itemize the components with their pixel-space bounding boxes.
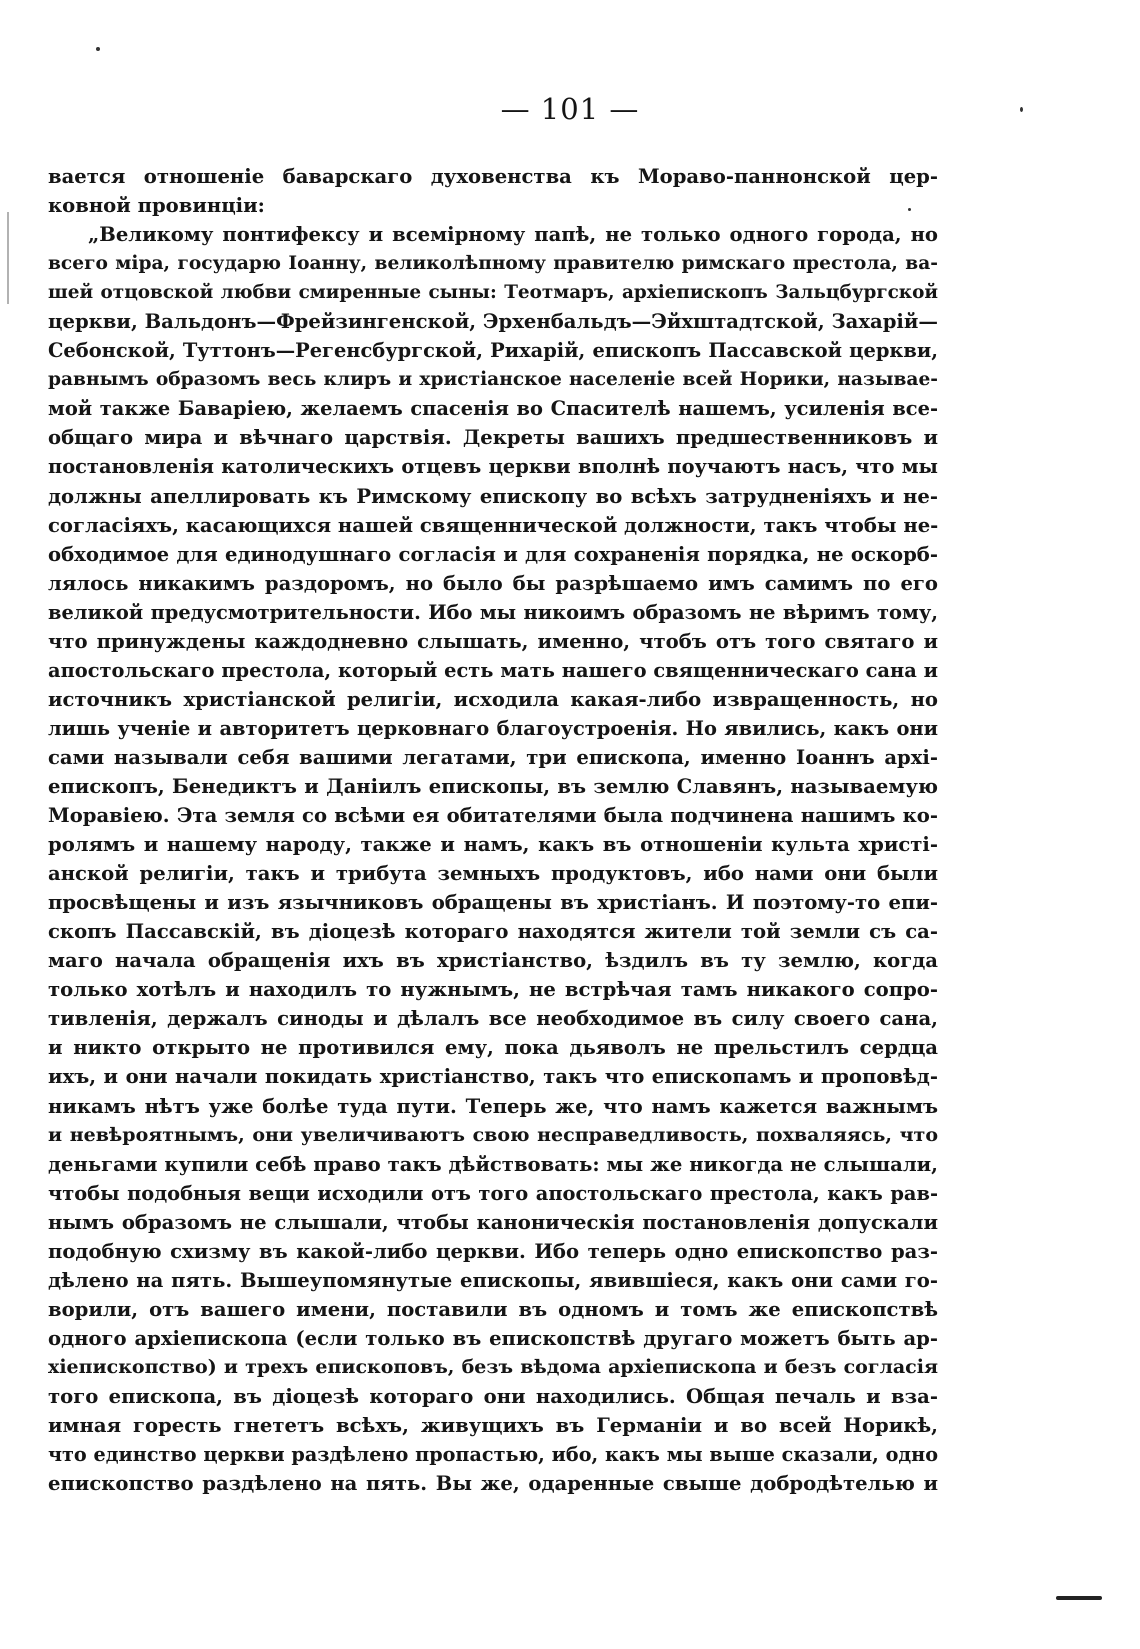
text-line: церкви, Вальдонъ—Фрейзингенской, Эрхенбальдъ—Эйхштадтской, Захарій—	[48, 310, 938, 334]
text-line: скопъ Пассавскій, въ діоцезѣ котораго находятся жители той земли съ са-	[48, 920, 938, 944]
text-line: равнымъ образомъ весь клиръ и христіанское населеніе всей Норики, называе-	[48, 369, 938, 391]
text-line: сами называли себя вашими легатами, три епископа, именно Іоаннъ архі-	[48, 745, 938, 769]
text-line: маго начала обращенія ихъ въ христіанство, ѣздилъ въ ту землю, когда	[48, 949, 938, 973]
text-line: Моравіею. Эта земля со всѣми ея обитателями была подчинена нашимъ ко-	[48, 804, 938, 828]
text-line: епископъ, Бенедиктъ и Даніилъ епископы, въ землю Славянъ, называемую	[48, 774, 938, 798]
text-line: общаго мира и вѣчнаго царствія. Декреты вашихъ предшественниковъ и	[48, 426, 938, 450]
text-line: ворили, отъ вашего имени, поставили въ одномъ и томъ же епископствѣ	[48, 1297, 938, 1321]
page-number: — 101 —	[500, 92, 640, 126]
margin-mark	[7, 212, 9, 304]
text-line: шей отцовской любви смиренные сыны: Теотмаръ, архіепископъ Зальцбургской	[48, 282, 938, 304]
text-line: и невѣроятнымъ, они увеличиваютъ свою несправедливость, похваляясь, что	[48, 1123, 938, 1146]
text-line: ролямъ и нашему народу, также и намъ, какъ въ отношеніи культа христі-	[48, 833, 938, 857]
text-line: обходимое для единодушнаго согласія и для сохраненія порядка, не оскорб-	[48, 542, 938, 566]
text-line: Себонской, Туттонъ—Регенсбургской, Рихарій, епископъ Пассавской церкви,	[48, 339, 938, 363]
text-line: великой предусмотрительности. Ибо мы никоимъ образомъ не вѣримъ тому,	[48, 600, 938, 624]
text-line: никамъ нѣтъ уже болѣе туда пути. Теперь же, что намъ кажется важнымъ	[48, 1094, 938, 1118]
text-line: епископство раздѣлено на пять. Вы же, одаренные свыше добродѣтелью и	[48, 1472, 938, 1496]
text-line: ковной провинціи:	[48, 194, 265, 218]
text-line: источникъ христіанской религіи, исходила какая-либо извращенность, но	[48, 687, 938, 711]
text-line: просвѣщены и изъ язычниковъ обращены въ христіанъ. И поэтому-то епи-	[48, 891, 938, 915]
text-line: одного архіепископа (если только въ епископствѣ другаго можетъ быть ар-	[48, 1326, 938, 1350]
text-line: нымъ образомъ не слышали, чтобы каноническія постановленія допускали	[48, 1210, 938, 1234]
text-line: всего міра, государю Іоанну, великолѣпному правителю римскаго престола, ва-	[48, 253, 938, 275]
text-line: согласіяхъ, касающихся нашей священнической должности, такъ чтобы не-	[48, 513, 939, 537]
text-line: лишь ученіе и авторитетъ церковнаго благоустроенія. Но явились, какъ они	[48, 716, 938, 740]
text-line: ихъ, и они начали покидать христіанство, такъ что епископамъ и проповѣд-	[48, 1065, 938, 1089]
text-line: анской религіи, такъ и трибута земныхъ продуктовъ, ибо нами они были	[48, 862, 938, 886]
text-line: и никто открыто не противился ему, пока дьяволъ не прельстилъ сердца	[48, 1036, 938, 1060]
text-line: „Великому понтифексу и всемірному папѣ, не только одного города, но	[88, 223, 938, 247]
text-line: мой также Баваріею, желаемъ спасенія во Спасителѣ нашемъ, усиленія все-	[48, 397, 938, 421]
text-line: хіепископство) и трехъ епископовъ, безъ вѣдома архіепископа и безъ согласія	[48, 1355, 938, 1378]
text-line: подобную схизму въ какой-либо церкви. Ибо теперь одно епископство раз-	[48, 1239, 938, 1263]
text-line: того епископа, въ діоцезѣ котораго они находились. Общая печаль и вза-	[48, 1384, 938, 1408]
text-line: чтобы подобныя вещи исходили отъ того апостольскаго престола, какъ рав-	[48, 1181, 938, 1205]
text-line: апостольскаго престола, который есть мать нашего священническаго сана и	[48, 658, 938, 682]
text-line: постановленія католическихъ отцевъ церкви вполнѣ поучаютъ насъ, что мы	[48, 455, 938, 479]
text-line: что единство церкви раздѣлено пропастью, ибо, какъ мы выше сказали, одно	[48, 1443, 938, 1467]
margin-mark	[1056, 1596, 1102, 1600]
body-text	[48, 162, 938, 1527]
text-line: дѣлено на пять. Вышеупомянутые епископы, явившіеся, какъ они сами го-	[48, 1268, 938, 1292]
text-line: деньгами купили себѣ право такъ дѣйствовать: мы же никогда не слышали,	[48, 1152, 938, 1176]
text-line: лялось никакимъ раздоромъ, но было бы разрѣшаемо имъ самимъ по его	[48, 571, 938, 595]
text-line: только хотѣлъ и находилъ то нужнымъ, не встрѣчая тамъ никакого сопро-	[48, 978, 938, 1002]
text-line	[48, 1498, 938, 1527]
text-line: что принуждены каждодневно слышать, именно, чтобъ отъ того святаго и	[48, 629, 938, 653]
text-line: имная горесть гнететъ всѣхъ, живущихъ въ Германіи и во всей Норикѣ,	[48, 1414, 938, 1438]
text-line: тивленія, держалъ синоды и дѣлалъ все необходимое въ силу своего сана,	[48, 1007, 938, 1031]
text-line: вается отношеніе баварскаго духовенства къ Мораво-паннонской цер-	[48, 165, 938, 188]
text-line: должны апеллировать къ Римскому епископу во всѣхъ затрудненіяхъ и не-	[48, 484, 938, 508]
scan-speck	[96, 47, 100, 51]
